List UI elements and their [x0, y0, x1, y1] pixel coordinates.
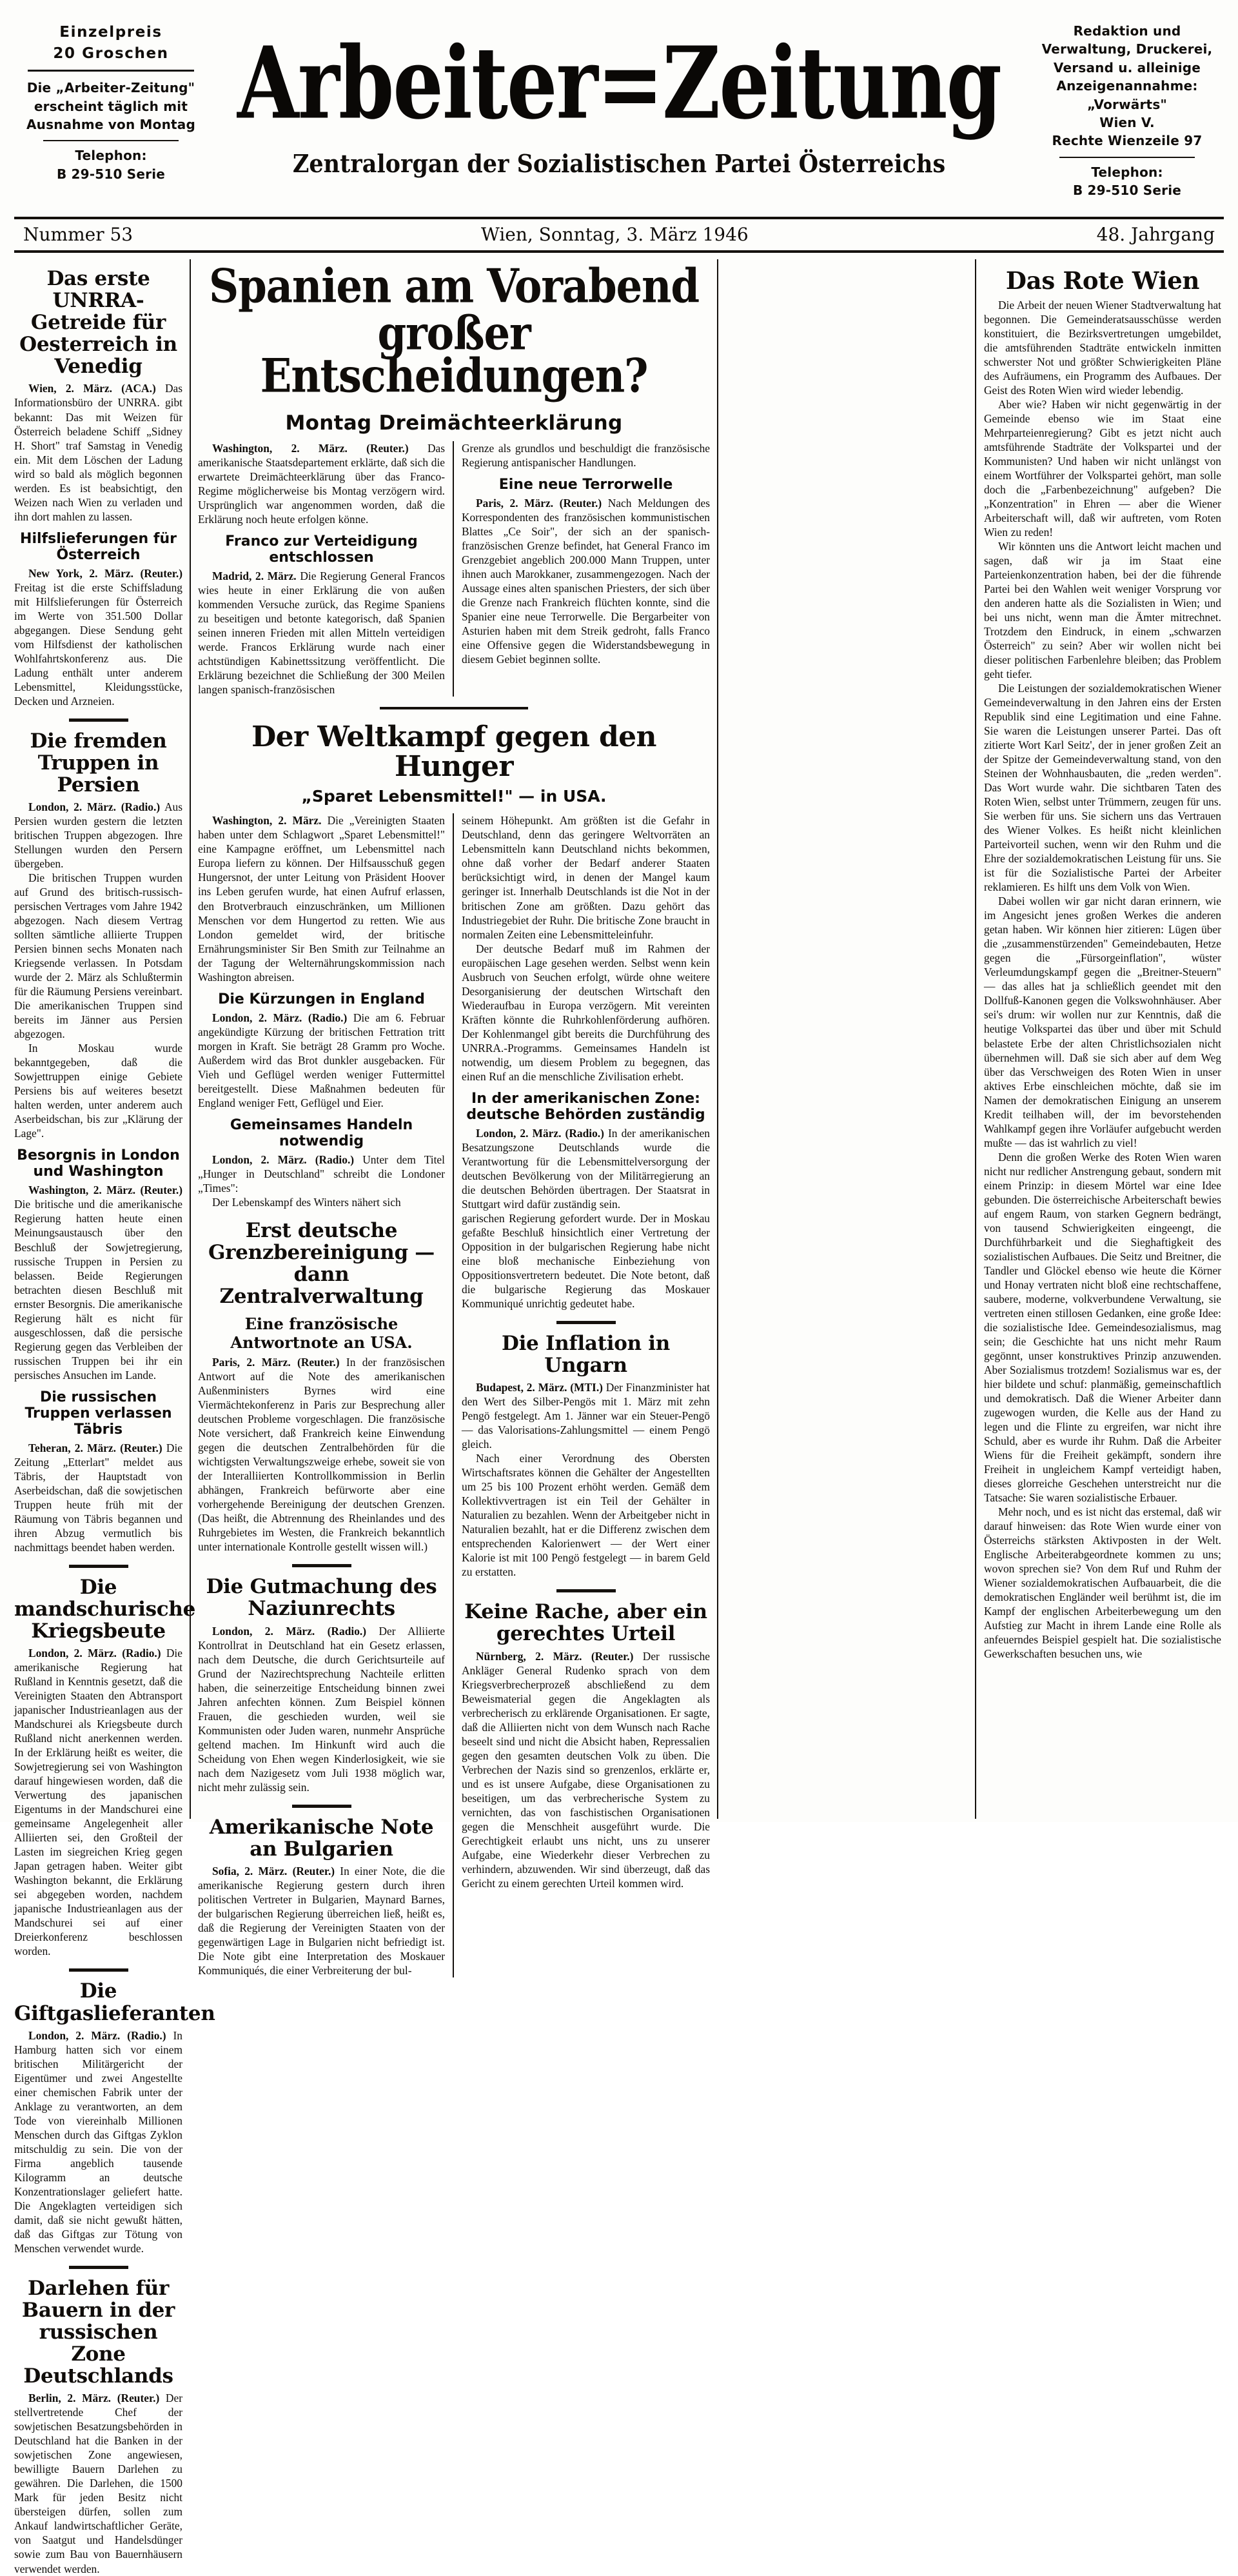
article-paragraph: London, 2. März. (Radio.) In der amerikanischen Besatzungszone Deutschlands wurde die Verantwortung für die Lebensmittelversorgung der deutschen Bevölkerung von der Militärregierung an die deutschen Behörden übertragen. Der Staatsrat in Stuttgart wird dafür zuständig sein.: [462, 1126, 710, 1211]
frequency-note: Die „Arbeiter-Zeitung" erscheint täglich mit Ausnahme von Montag: [26, 80, 195, 133]
price-value: 20 Groschen: [53, 45, 169, 62]
publisher-name: „Vorwärts": [1086, 96, 1168, 112]
lead-headline-line1: Spanien am Vorabend großer: [209, 259, 699, 361]
phone-value-right: B 29-510 Serie: [1072, 183, 1182, 199]
article-paragraph: Die Leistungen der sozialdemokratischen Wiener Gemeindeverwaltung in den Jahren eins der Ersten Republik sind eine Legitimation und eine Fahne. Sie waren die Leistungen unserer Partei. Das oft zitierte Wort Karl Seitz', der in jener großen Zeit an der Spitze der Gemeindeverwaltung stand, von den Steinen der Wohnhausbauten, die „reden werden". Das Wort wurde wahr. Die sichtbaren Taten des Roten Wien, selbst unter Trümmern, zeugen für uns. Sie werben für uns. Sie sichern uns das Vertrauen des Wiener Volkes. Es heißt nicht kleinlichen Parteivorteil suchen, wenn wir den Ruhm und die Ehre der sozialdemokratischen Leistung für uns. Sie ist für die Sozialistische Partei der Arbeiter reklamieren. Es hilft uns dem Volk von Wien.: [984, 682, 1221, 894]
divider: [43, 140, 179, 141]
divider: [292, 1805, 351, 1808]
hunger-headline: Der Weltkampf gegen den Hunger: [251, 720, 656, 784]
issue-datebar: [14, 217, 1224, 253]
article-headline: Das erste UNRRA-Getreide für Oesterreich in Venedig: [19, 267, 177, 379]
lead-headline-line2: Entscheidungen?: [260, 348, 648, 403]
article-paragraph: Berlin, 2. März. (Reuter.) Der stellvertretende Chef der sowjetischen Besatzungsbehörden in Deutschland hat die Banken in der sowjetischen Zone angewiesen, bewilligte Bauern Darlehen zu gewähren. Die Darlehen, die 1500 Mark für jeden Besitz nicht übersteigen dürfen, sollen zum Ankauf landwirtschaftlicher Geräte, von Saatgut und Handelsdünger sowie zum Bau von Bauernhäusern verwendet werden.: [14, 2392, 182, 2575]
dateline: Paris, 2. März. (Reuter.): [212, 1356, 340, 1369]
article-paragraph: London, 2. März. (Radio.) Die amerikanische Regierung hat Rußland in Kenntnis gesetzt, daß die Vereinigten Staaten den Abtransport japanischer Industrieanlagen aus der Mandschurei als Kriegsbeute durch Rußland nicht anerkennen werden. In der Erklärung heißt es weiter, die Sowjetregierung sei von Washington darauf hingewiesen worden, daß die Verwertung des japanischen Eigentums in der Mandschurei eine gemeinsame Angelegenheit aller Alliierten sei, den Großteil der Lasten im siegreichen Krieg gegen Japan getragen haben. Weiter gibt Washington bekannt, die Erklärung sei abgegeben worden, nachdem japanische Industrieanlagen aus der Mandschurei sei auf einer Dreierkonferenz beschlossen worden.: [14, 1647, 182, 1958]
dateline: Washington, 2. März. (Reuter.): [28, 1184, 182, 1197]
publisher-street: Rechte Wienzeile 97: [1052, 133, 1203, 149]
article-paragraph: London, 2. März. (Radio.) Unter dem Titel „Hunger in Deutschland" schreibt die Londoner „Times":: [198, 1153, 445, 1194]
issue-volume: 48. Jahrgang: [1096, 224, 1215, 245]
dateline: London, 2. März. (Radio.): [212, 1153, 355, 1166]
article-paragraph: Die Arbeit der neuen Wiener Stadtverwaltung hat begonnen. Die Gemeinderatsausschüsse werden konstituiert, die Bezirksvertretungen umgebildet, die amtsführenden Stadträte entwickeln inmitten schwerster Not und größter Schwierigkeiten Pläne des Aufräumens, ein Programm des Aufbaues. Der Geist des Roten Wien wird wieder lebendig.: [984, 298, 1221, 397]
masthead: [14, 17, 1224, 210]
article-paragraph: London, 2. März. (Radio.) Der Alliierte Kontrollrat in Deutschland hat ein Gesetz erlassen, nach dem Deutsche, die durch Gerichtsurteile auf Grund der Nazirechtsprechung Nachteile erlitten haben, die seinerzeitige Entscheidung binnen zwei Jahren anfechten können. Zum Beispiel können Frauen, die geschieden wurden, weil sie Kommunisten oder Juden waren, nunmehr Ansprüche geltend machen. Im Hinkunft wird auch die Scheidung von Ehen wegen Kinderlosigkeit, wie sie nach dem Nazigesetz vom Juli 1938 möglich war, nicht mehr zulässig sein.: [198, 1624, 445, 1794]
article-columns: [14, 259, 1224, 2575]
dateline: Budapest, 2. März. (MTI.): [476, 1381, 603, 1394]
newspaper-subtitle: Zentralorgan der Sozialistischen Partei Österreichs: [292, 149, 946, 179]
dateline: Berlin, 2. März. (Reuter.): [28, 2392, 160, 2405]
divider: [380, 707, 528, 709]
article-paragraph: garischen Regierung gefordert wurde. Der in Moskau gefaßte Beschluß hinsichtlich einer Vertretung der Opposition in der bulgarischen Regierung habe nicht eine bloß mechanische Einbeziehung von Oppositionsvertretern bedeutet. Die Note betont, daß die bulgarische Regierung das Moskauer Kommuniqué unrichtig gedeutet habe.: [462, 1211, 710, 1310]
article-paragraph: London, 2. März. (Radio.) In Hamburg hatten sich vor einem britischen Militärgericht der Eigentümer und zwei Angestellte einer chemischen Fabrik unter der Anklage zu verantworten, an dem Tode von viereinhalb Millionen Menschen durch das Giftgas Zyklon mitschuldig zu sein. Die von der Firma angeblich tausende Kilogramm an deutsche Konzentrationslager geliefert hatte. Die Angeklagten verteidigen sich damit, daß sie nicht gewußt hätten, daß das Giftgas zur Tötung von Menschen verwendet wurde.: [14, 2028, 182, 2255]
issue-number: Nummer 53: [23, 224, 133, 245]
dateline: Paris, 2. März. (Reuter.): [476, 496, 602, 510]
lead-deck: Montag Dreimächteerklärung: [285, 411, 623, 435]
column-middle: [190, 259, 718, 1977]
article-paragraph: Paris, 2. März. (Reuter.) In der französischen Antwort auf die Note des amerikanischen Außenministers Byrnes wird eine Viermächtekonferenz in Paris zur Besprechung aller deutschen Probleme vorgeschlagen. Die französische Note versichert, daß Frankreich keine Einwendung gegen die deutschen Zentralbehörden für die wichtigsten Verwaltungszweige erhebe, soweit sie von der Interalliierten Kontrollkommission in Berlin abhängen, Frankreich befürworte aber eine vorhergehende Bereinigung der deutschen Grenzen. (Das heißt, die Abtrennung des Rheinlandes und des Ruhrgebietes im Westen, die Frankreich bekanntlich unter internationale Kontrolle gestellt wissen will.): [198, 1356, 445, 1554]
article-headline: Darlehen für Bauern in der russischen Zone Deutschlands: [21, 2276, 175, 2388]
issue-date: Wien, Sonntag, 3. März 1946: [481, 224, 749, 245]
divider: [28, 70, 194, 72]
article-paragraph: Wien, 2. März. (ACA.) Das Informationsbüro der UNRRA. gibt bekannt: Das mit Weizen für Österreich beladene Schiff „Sidney H. Short" traf Samstag in Venedig ein. Mit dem Löschen der Ladung wird so bald als möglich begonnen werden. Es ist beabsichtigt, den Weizen nach Wien zu verladen und ihn dort mahlen zu lassen.: [14, 382, 182, 523]
article-paragraph: Der deutsche Bedarf muß im Rahmen der europäischen Lage gesehen werden. Selbst wenn kein Ausbruch von Seuchen erfolgt, würde ohne weitere Desorganisierung der deutschen Wirtschaft den Wiederaufbau in Europa verzögern. Mit vereinten Kräften könnte die Ruhrkohlenförderung aufhören. Der Kohlenmangel gibt bereits die Durchführung des UNRRA.-Programms. Gemeinsames Handeln ist notwendig, um diesem Problem zu begegnen, das einen Ruf an die menschliche Zivilisation erhebt.: [462, 942, 710, 1083]
article-headline: Erst deutsche Grenzbereinigung — dann Zentralverwaltung: [208, 1218, 435, 1309]
divider: [69, 1968, 128, 1972]
dateline: Nürnberg, 2. März. (Reuter.): [476, 1649, 634, 1663]
article-paragraph: Mehr noch, und es ist nicht das erstemal, daß wir darauf hinweisen: das Rote Wien wurde einer von Österreichs stärksten Aktivposten in der Welt. Englische Arbeiterabgeordnete kommen zu uns; wovon sprechen sie? Von dem Ruf und Ruhm der Wiener sozialdemokratischen Aufbauarbeit, die die demokratischen Engländer weil berühmt ist, die im Kampf der englischen Arbeiterbewegung um den Aufstieg zur Macht in ihrem Lande eine Rolle als anfeuerndes Beispiel gespielt hat. Die sozialistische Gewerkschaften besuchen uns, wie: [984, 1505, 1221, 1661]
article-paragraph: London, 2. März. (Radio.) Die am 6. Februar angekündigte Kürzung der britischen Fettration tritt morgen in Kraft. Sie beträgt 28 Gramm pro Woche. Außerdem wird das Brot dunkler ausgebacken. Für Vieh und Geflügel werden weniger Futtermittel bereitgestellt. Diese Maßnahmen bedeuten für England weniger Fett, Geflügel und Eier.: [198, 1011, 445, 1109]
lead-body-right: [454, 441, 710, 697]
article-paragraph: Der Lebenskampf des Winters nähert sich: [212, 1195, 401, 1209]
dateline: London, 2. März. (Radio.): [212, 1011, 348, 1024]
article-subheadline: Hilfslieferungen für Österreich: [20, 530, 177, 563]
article-headline: Das Rote Wien: [1005, 266, 1200, 295]
office-address: Redaktion und Verwaltung, Druckerei, Versand u. alleinige Anzeigenannahme:: [1041, 23, 1213, 94]
article-subheadline: Die russischen Truppen verlassen Täbris: [25, 1389, 172, 1438]
divider: [69, 1565, 128, 1568]
article-subheadline: Besorgnis in London und Washington: [17, 1147, 180, 1180]
publisher-city: Wien V.: [1099, 114, 1155, 130]
article-headline: Die fremden Truppen in Persien: [30, 729, 167, 797]
dateline: London, 2. März. (Radio.): [28, 800, 161, 814]
article-paragraph: Grenze als grundlos und beschuldigt die französische Regierung antispanischer Handlungen.: [462, 441, 710, 469]
article-subheadline: Franco zur Verteidigung entschlossen: [225, 533, 418, 566]
dateline: London, 2. März. (Radio.): [476, 1126, 604, 1140]
article-paragraph: New York, 2. März. (Reuter.) Freitag ist die erste Schiffsladung mit Hilfslieferungen für Österreich im Werte von 351.500 Dollar abgegangen. Diese Sendung geht vom Hilfsdienst der katholischen Wohlfahrtskonferenz aus. Die Ladung enthält unter anderem Lebensmittel, Kleidungsstücke, Decken und Arzneien.: [14, 566, 182, 708]
article-paragraph: Madrid, 2. März. Die Regierung General Francos wies heute in einer Erklärung die von außen kommenden Versuche zurück, das Regime Spaniens zu beseitigen und betonte kategorisch, daß Spanien seinen inneren Frieden mit allen Mitteln verteidigen werde. Francos Erklärung wurde nach einer achtstündigen Kabinettssitzung veröffentlicht. Die Erklärung bezeichnet die Schließung der 300 Meilen langen spanisch-französischen: [198, 569, 446, 697]
article-paragraph: Budapest, 2. März. (MTI.) Der Finanzminister hat den Wert des Silber-Pengös mit 1. März mit zehn Pengö festgelegt. Am 1. Jänner war ein Steuer-Pengö — das Valorisations-Zahlungsmittel — einem Pengö gleich.: [462, 1381, 710, 1451]
dateline: London, 2. März. (Radio.): [28, 2028, 166, 2042]
article-headline: Die Giftgaslieferanten: [14, 1979, 215, 2025]
dateline: Washington, 2. März.: [212, 814, 322, 827]
article-headline: Die Inflation in Ungarn: [501, 1331, 671, 1377]
newspaper-title: Arbeiter=Zeitung: [237, 25, 1001, 142]
dateline: Teheran, 2. März. (Reuter.): [28, 1441, 162, 1454]
divider: [556, 1589, 616, 1592]
dateline: New York, 2. März. (Reuter.): [28, 566, 182, 580]
article-paragraph: Sofia, 2. März. (Reuter.) In einer Note, die die amerikanische Regierung gestern durch ihren politischen Vertreter in Bulgarien, Maynard Barnes, der bulgarischen Regierung überreichen ließ, heißt es, daß die Regierung der Vereinigten Staaten von der gegenwärtigen Lage in Bulgarien nicht befriedigt ist. Die Note gibt eine Interpretation des Moskauer Kommuniqués, die einer Verbreiterung der bul-: [198, 1864, 445, 1977]
article-headline: Amerikanische Note an Bulgarien: [209, 1815, 434, 1861]
price-label: Einzelpreis: [59, 24, 162, 41]
dateline: Washington, 2. März. (Reuter.): [212, 441, 409, 455]
article-paragraph: Teheran, 2. März. (Reuter.) Die Zeitung „Etterlart" meldet aus Täbris, der Hauptstadt von Aserbeidschan, daß die sowjetischen Truppen heute früh mit der Räumung von Täbris begannen und ihren Abzug vermutlich bis nachmittags beendet haben werden.: [14, 1441, 183, 1554]
dateline: Wien, 2. März. (ACA.): [28, 382, 156, 395]
article-subheadline: Eine neue Terrorwelle: [498, 476, 673, 493]
masthead-right-info: [1030, 17, 1224, 200]
article-paragraph: Paris, 2. März. (Reuter.) Nach Meldungen des Korrespondenten des französischen kommunistischen Blattes „Ce Soir", der sich an der spanisch-französischen Grenze befindet, hat General Franco im Grenzgebiet angeblich 200.000 Mann Truppen, unter ihnen auch Marokkaner, zusammengezogen. Nach der Aussage eines alten spanischen Priesters, der sich über die Grenze nach Frankreich flüchten konnte, sind die Spanier eine neue Terrorwelle. Die Bergarbeiter von Asturien haben mit dem Streik gedroht, falls Franco eine Offensive gegen die Widerstandsbewegung in diesem Gebiet beginnen sollte.: [462, 496, 710, 666]
article-paragraph: In Moskau wurde bekanntgegeben, daß die Sowjettruppen einige Gebiete Persiens bis auf weiteres besetzt halten werden, unter anderem auch Aserbeidschan, bis zur „Klärung der Lage".: [14, 1042, 182, 1140]
lower-body-left: [198, 1211, 454, 1977]
lower-body-right: [454, 1211, 710, 1977]
hunger-body-left: [198, 813, 454, 1211]
divider: [556, 1321, 616, 1324]
hunger-subhead: „Sparet Lebensmittel!" — in USA.: [301, 787, 607, 806]
article-paragraph: Dabei wollen wir gar nicht daran erinnern, wie im Angesicht jenes großen Werkes die anderen getan haben. Wir können hier zitieren: Lügen über die „zusammenstürzenden" Gemeindebauten, Hetze gegen die „Fürsorgeinflation", wüster Verleumdungskampf gegen die „Breitner-Steuern" — das alles hat ja schließlich geendet mit den Dollfuß-Kanonen gegen die Volkswohnhäuser. Aber sei's drum: wir wollen nur zur Kenntnis, daß die heutige Volkspartei das über und über mit Schuld belastete Erbe der alten Christlichsozialen nicht übernehmen will. Daß sie sich aber auf dem Weg über das Verschweigen des Roten Wien in unser aktives Erbe einschleichen möchte, daß sie im Namen der demokratischen Einigung an unserem Kredit teilhaben will, der im bevorstehenden Wahlkampf gegen ihre Vorläufer aufgebucht werden mußte — das ist wahrlich zu viel!: [984, 895, 1221, 1149]
column-far-right: [976, 259, 1221, 1819]
article-headline: Die mandschurische Kriegsbeute: [14, 1575, 196, 1643]
divider: [69, 2266, 128, 2269]
article-paragraph: Washington, 2. März. Die „Vereinigten Staaten haben unter dem Schlagwort „Sparet Lebensmittel!" eine Kampagne eröffnet, um Lebensmittel nach Europa liefern zu können. Der Hilfsausschuß gegen Hungersnot, der unter Leitung von Präsident Hoover ins Leben gerufen wurde, hat einen Aufruf erlassen, den Brotverbrauch einzuschränken, um Millionen Menschen vor dem Hungertod zu retten. Wie aus London gemeldet wird, der britische Ernährungsminister Sir Ben Smith zur Teilnahme an der Tagung der Welternährungskommission nach Washington abreisen.: [198, 814, 445, 984]
column-left: [14, 259, 215, 2575]
article-paragraph: Denn die großen Werke des Roten Wien waren nicht nur redlicher Anstrengung gebaut, sondern mit einem Prinzip: in diesem Mörtel war eine Idee gebunden. Die österreichische Arbeiterschaft bewies auf engem Raum, von starken Gegnern bedrängt, von tausend Schwierigkeiten eingeengt, die Durchführbarkeit und die Sieghaftigkeit des sozialistischen Aufbaues. Die Seitz und Breitner, die Tandler und Glöckel ebenso wie heute die Körner und Honay vertraten nicht bloß eine rechtschaffene, saubere, moderne, volkverbundene Verwaltung, sie vertreten einen stillosen Gedanken, eine große Idee: die sozialistische Idee. Gemeindesozialismus, mag sein; die Geschichte hat uns nicht mehr Raum gegönnt, unser konstruktives Prinzip anzuwenden. Aber Sozialismus trotzdem! Sozialismus war es, der hier bildete und schuf: planmäßig, gemeinschaftlich und demokratisch. Daß die Wiener Arbeiter dann zugewogen wurden, die Kelle aus der Hand zu legen und die Flinte zu ergreifen, war nicht ihre Schuld, aber es wurde ihr Ruhm. Daß die Arbeiter Wiens für die Freiheit gekämpft, sondern ihre Freiheit in ungleichem Kampf verteidigt haben, dieses glorreiche Geschehen unterstreicht nur die Tatsache: Sie waren sozialistische Erbauer.: [984, 1150, 1221, 1504]
hunger-body-right: [454, 813, 710, 1211]
dateline: Sofia, 2. März. (Reuter.): [212, 1864, 335, 1878]
article-paragraph: seinem Höhepunkt. Am größten ist die Gefahr in Deutschland, denn das geringere Weltvorräten an Lebensmitteln kann Deutschland nichts bekommen, ohne daß vorher der Bedarf anderer Staaten berücksichtigt wird, in denen der Mangel kaum geringer ist. Innerhalb Deutschlands ist die Not in der britischen Zone am größten. Dazu gehört das Industriegebiet der Ruhr. Die britische Zone braucht in normalen Zeiten eine Lebensmitteleinfuhr.: [462, 814, 710, 941]
article-paragraph: Nach einer Verordnung des Obersten Wirtschaftsrates können die Gehälter der Angestellten um 25 bis 100 Prozent erhöht werden. Gemäß dem Kollektivvertragen ist ein Teil der Gehälter in Naturalien zu bezahlen. Wenn der Arbeitgeber nicht in Naturalien bezahlt, hat er die Differenz zwischen dem entsprechenden Kalorienwert — der Wert einer Kalorie ist mit 100 Pengö festgelegt — in barem Geld zu erstatten.: [462, 1452, 710, 1579]
dateline: Madrid, 2. März.: [212, 569, 297, 582]
phone-label-left: Telephon:: [75, 148, 147, 164]
phone-label-right: Telephon:: [1091, 164, 1163, 180]
column-right-spill: [718, 259, 976, 1819]
article-paragraph: Aber wie? Haben wir nicht gegenwärtig in der Gemeinde ebenso wie im Staat eine Mehrparteienregierung? Gibt es jetzt nicht auch amtsführende Stadträte der Volkspartei und der Kommunisten? Und haben wir nicht unlängst von einem Wortführer der Volkspartei gehört, man solle doch die „Farbenbezeichnung" aufgeben? Die „Konzentration" in Ehren — aber die Wiener Arbeiterschaft will, daß wir auftreten, vom Roten Wien zu reden!: [984, 397, 1221, 539]
masthead-center: [208, 17, 1030, 177]
divider: [292, 1564, 351, 1567]
article-headline: Keine Rache, aber ein gerechtes Urteil: [464, 1600, 707, 1646]
article-paragraph: Nürnberg, 2. März. (Reuter.) Der russische Ankläger General Rudenko sprach von dem Kriegsverbrecherprozeß abschließend zu dem Beweismaterial gegen die Angeklagten als verbrecherisch zu erklärende Organisationen. Er sagte, daß die Alliierten nicht von dem Wunsch nach Rache beseelt sind und nicht die Absicht haben, Repressalien gegen den gesamten deutschen Volk zu üben. Die Verbrechen der Nazis sind so grenzenlos, erklärte er, und es ist unsere Aufgabe, diese Organisationen zu beseitigen, um das verbrecherische System zu vernichten, das von faschistischen Organisationen gegen die Menschheit ausgeführt wurde. Die Gerechtigkeit erlaubt uns nicht, uns zu unserer Aufgabe, eine Wiederkehr dieser Verbrechen zu verhindern, abzuwenden. Wir sind überzeugt, daß das Gericht zu einem gerechten Urteil kommen wird.: [462, 1649, 710, 1890]
article-subheadline: Gemeinsames Handeln notwendig: [230, 1116, 413, 1149]
article-subheadline: Eine französische Antwortnote an USA.: [230, 1314, 413, 1352]
article-paragraph: Die britischen Truppen wurden auf Grund des britisch-russisch-persischen Vertrages vom Jahre 1942 abgezogen. Nach diesem Vertrag sollten sämtliche alliierte Truppen Persien binnen sechs Monaten nach Kriegsende verlassen. In Potsdam wurde der 2. März als Schlußtermin für die Räumung Persiens vereinbart. Die amerikanischen Truppen sind bereits im Jänner aus Persien abgezogen.: [14, 871, 182, 1041]
phone-value-left: B 29-510 Serie: [56, 166, 166, 182]
article-headline: Die Gutmachung des Naziunrechts: [206, 1575, 437, 1621]
divider: [1059, 157, 1195, 158]
article-paragraph: Washington, 2. März. (Reuter.) Die britische und die amerikanische Regierung hatten heute einen Meinungsaustausch über den Beschluß der Sowjetregierung, russische Truppen in Persien zu belassen. Beide Regierungen betrachten diesen Beschluß mit ernster Besorgnis. Die amerikanische Regierung hält es nicht für ausgeschlossen, daß die persische Regierung gegen das Verbleiben der russischen Truppen bei ihr ein persisches Ansuchen im Lande.: [14, 1184, 182, 1382]
masthead-left-info: [14, 17, 208, 183]
article-subheadline: Die Kürzungen in England: [218, 991, 425, 1007]
dateline: London, 2. März. (Radio.): [212, 1624, 367, 1638]
article-subheadline: In der amerikanischen Zone: deutsche Behörden zuständig: [466, 1090, 705, 1123]
article-paragraph: Wir könnten uns die Antwort leicht machen und sagen, daß wir ja im Staat eine Parteienkonzentration haben, bei der die führende Partei bei den Wahlen weit weniger Vorsprung vor den anderen hatte als die Sozialisten in Wien; und bei uns nicht, wenn man die Ämter mitrechnet. Trotzdem den Eindruck, in einem „schwarzen Österreich" zu sein? Aber wir wollen nicht bei dieser politischen Farbenlehre bleiben; das Problem geht tiefer.: [984, 539, 1221, 681]
lead-body-left: [198, 441, 454, 697]
article-paragraph: London, 2. März. (Radio.) Aus Persien wurden gestern die letzten britischen Truppen abgezogen. Ihre Stellungen wurden den Persern übergeben.: [14, 800, 182, 871]
divider: [69, 718, 128, 722]
article-paragraph: Washington, 2. März. (Reuter.) Das amerikanische Staatsdepartement erklärte, daß sich die erwartete Dreimächteerklärung über das Franco-Regime möglicherweise bis Montag verzögern wird. Ursprünglich war angenommen worden, daß die Erklärung noch heute erfolgen könne.: [198, 441, 445, 526]
dateline: London, 2. März. (Radio.): [28, 1647, 161, 1660]
